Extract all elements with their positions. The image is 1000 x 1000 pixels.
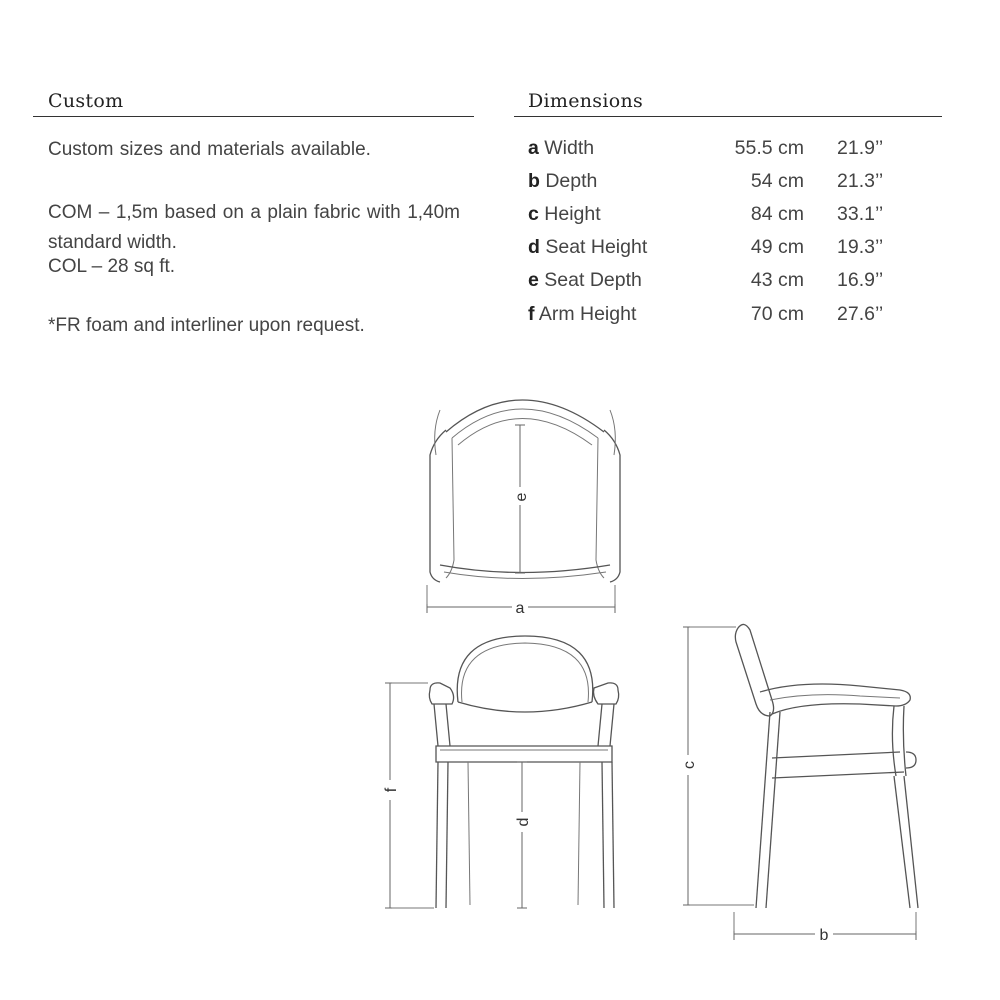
- dimension-cm: 49 cm: [750, 236, 804, 258]
- dimension-name: Arm Height: [538, 303, 637, 325]
- dimension-name: Seat Depth: [544, 269, 642, 291]
- chair-front-view: [382, 636, 619, 908]
- dimension-inch: 21.9’’: [837, 137, 884, 159]
- dimension-cm: 70 cm: [750, 303, 804, 325]
- chair-top-view: [427, 400, 620, 617]
- dimension-letter: a: [528, 137, 539, 159]
- com-text: COM – 1,5m based on a plain fabric with 1,40m standard width.: [48, 202, 460, 253]
- dimension-name: Width: [544, 137, 595, 159]
- dimension-letter: c: [528, 203, 539, 225]
- dimension-label-b: b: [819, 927, 829, 944]
- dimension-cm: 43 cm: [750, 269, 804, 291]
- custom-title: Custom: [48, 90, 124, 112]
- dimension-letter: e: [528, 269, 539, 291]
- dimension-inch: 19.3’’: [837, 236, 884, 258]
- dimension-letter: b: [528, 170, 540, 192]
- dimensions-title: Dimensions: [528, 90, 644, 112]
- dimension-name: Height: [544, 203, 601, 225]
- col-text: COL – 28 sq ft.: [48, 256, 176, 277]
- dimension-inch: 16.9’’: [837, 269, 884, 291]
- dimension-cm: 55.5 cm: [734, 137, 804, 159]
- fr-note: *FR foam and interliner upon request.: [48, 315, 365, 336]
- dimension-label-a: a: [515, 600, 525, 617]
- dimension-inch: 21.3’’: [837, 170, 884, 192]
- custom-sizes-text: Custom sizes and materials available.: [48, 139, 371, 160]
- dimension-name: Seat Height: [545, 236, 648, 258]
- dimension-label-d: d: [515, 817, 532, 827]
- dimension-inch: 27.6’’: [837, 303, 884, 325]
- dimension-cm: 54 cm: [750, 170, 804, 192]
- dimension-label-e: e: [513, 492, 530, 502]
- dimension-label-c: c: [681, 761, 698, 769]
- dimension-letter: f: [528, 303, 535, 325]
- dimension-label-f: f: [383, 787, 400, 793]
- dimension-letter: d: [528, 236, 540, 258]
- dimension-cm: 84 cm: [750, 203, 804, 225]
- dimension-name: Depth: [545, 170, 598, 192]
- chair-side-view: [680, 624, 918, 944]
- dimension-inch: 33.1’’: [837, 203, 884, 225]
